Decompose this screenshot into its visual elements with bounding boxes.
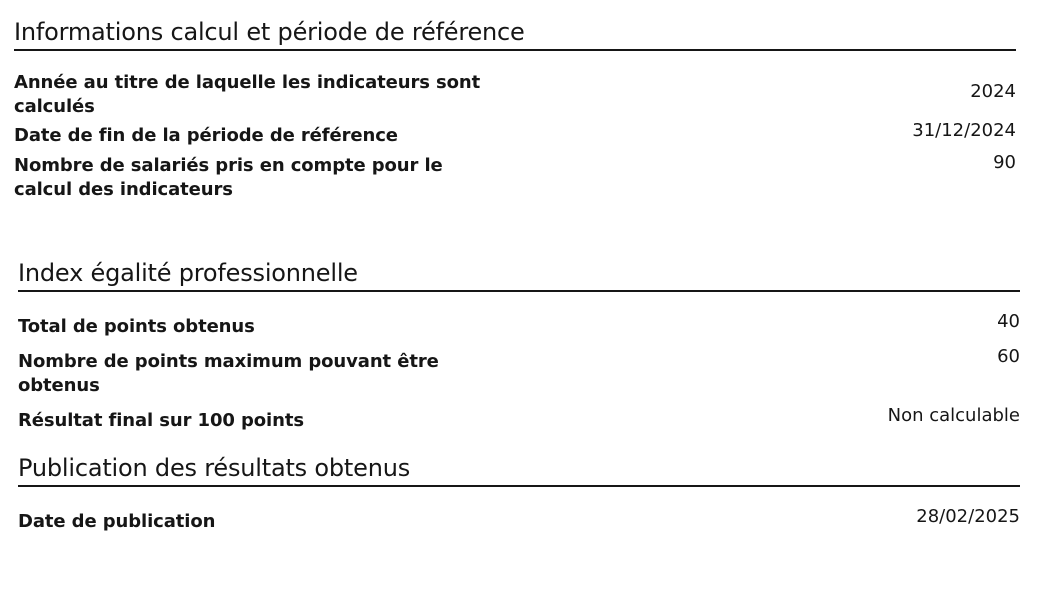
label-nombre-salaries: Nombre de salariés pris en compte pour le calcul des indicateurs (14, 155, 443, 200)
value-date-publication: 28/02/2025 (916, 506, 1020, 527)
value-total-points: 40 (997, 311, 1020, 332)
label-date-publication: Date de publication (18, 511, 216, 532)
section-index (18, 257, 1020, 433)
row-total-points (18, 311, 1020, 339)
row-points-max (18, 346, 1020, 398)
label-resultat-final: Résultat final sur 100 points (18, 410, 304, 431)
section-title-publication: Publication des résultats obtenus (18, 454, 411, 482)
section-divider (18, 290, 1020, 292)
row-nombre-salaries (14, 154, 1016, 202)
label-points-max: Nombre de points maximum pouvant être obtenus (18, 351, 439, 396)
value-nombre-salaries: 90 (993, 152, 1016, 173)
section-publication (18, 452, 1020, 534)
label-annee: Année au titre de laquelle les indicateurs sont calculés (14, 72, 481, 117)
value-resultat-final: Non calculable (887, 405, 1020, 426)
section-calcul (14, 16, 1016, 202)
row-date-publication (18, 506, 1020, 534)
label-date-fin: Date de fin de la période de référence (14, 125, 398, 146)
row-annee (14, 71, 1016, 119)
section-title-index: Index égalité professionnelle (18, 259, 358, 287)
row-date-fin (14, 120, 1016, 148)
section-title-calcul: Informations calcul et période de référence (14, 18, 525, 46)
label-total-points: Total de points obtenus (18, 316, 255, 337)
value-date-fin: 31/12/2024 (912, 120, 1016, 141)
row-resultat-final (18, 405, 1020, 433)
value-points-max: 60 (997, 346, 1020, 367)
value-annee: 2024 (970, 81, 1016, 102)
section-divider (18, 485, 1020, 487)
section-divider (14, 49, 1016, 51)
